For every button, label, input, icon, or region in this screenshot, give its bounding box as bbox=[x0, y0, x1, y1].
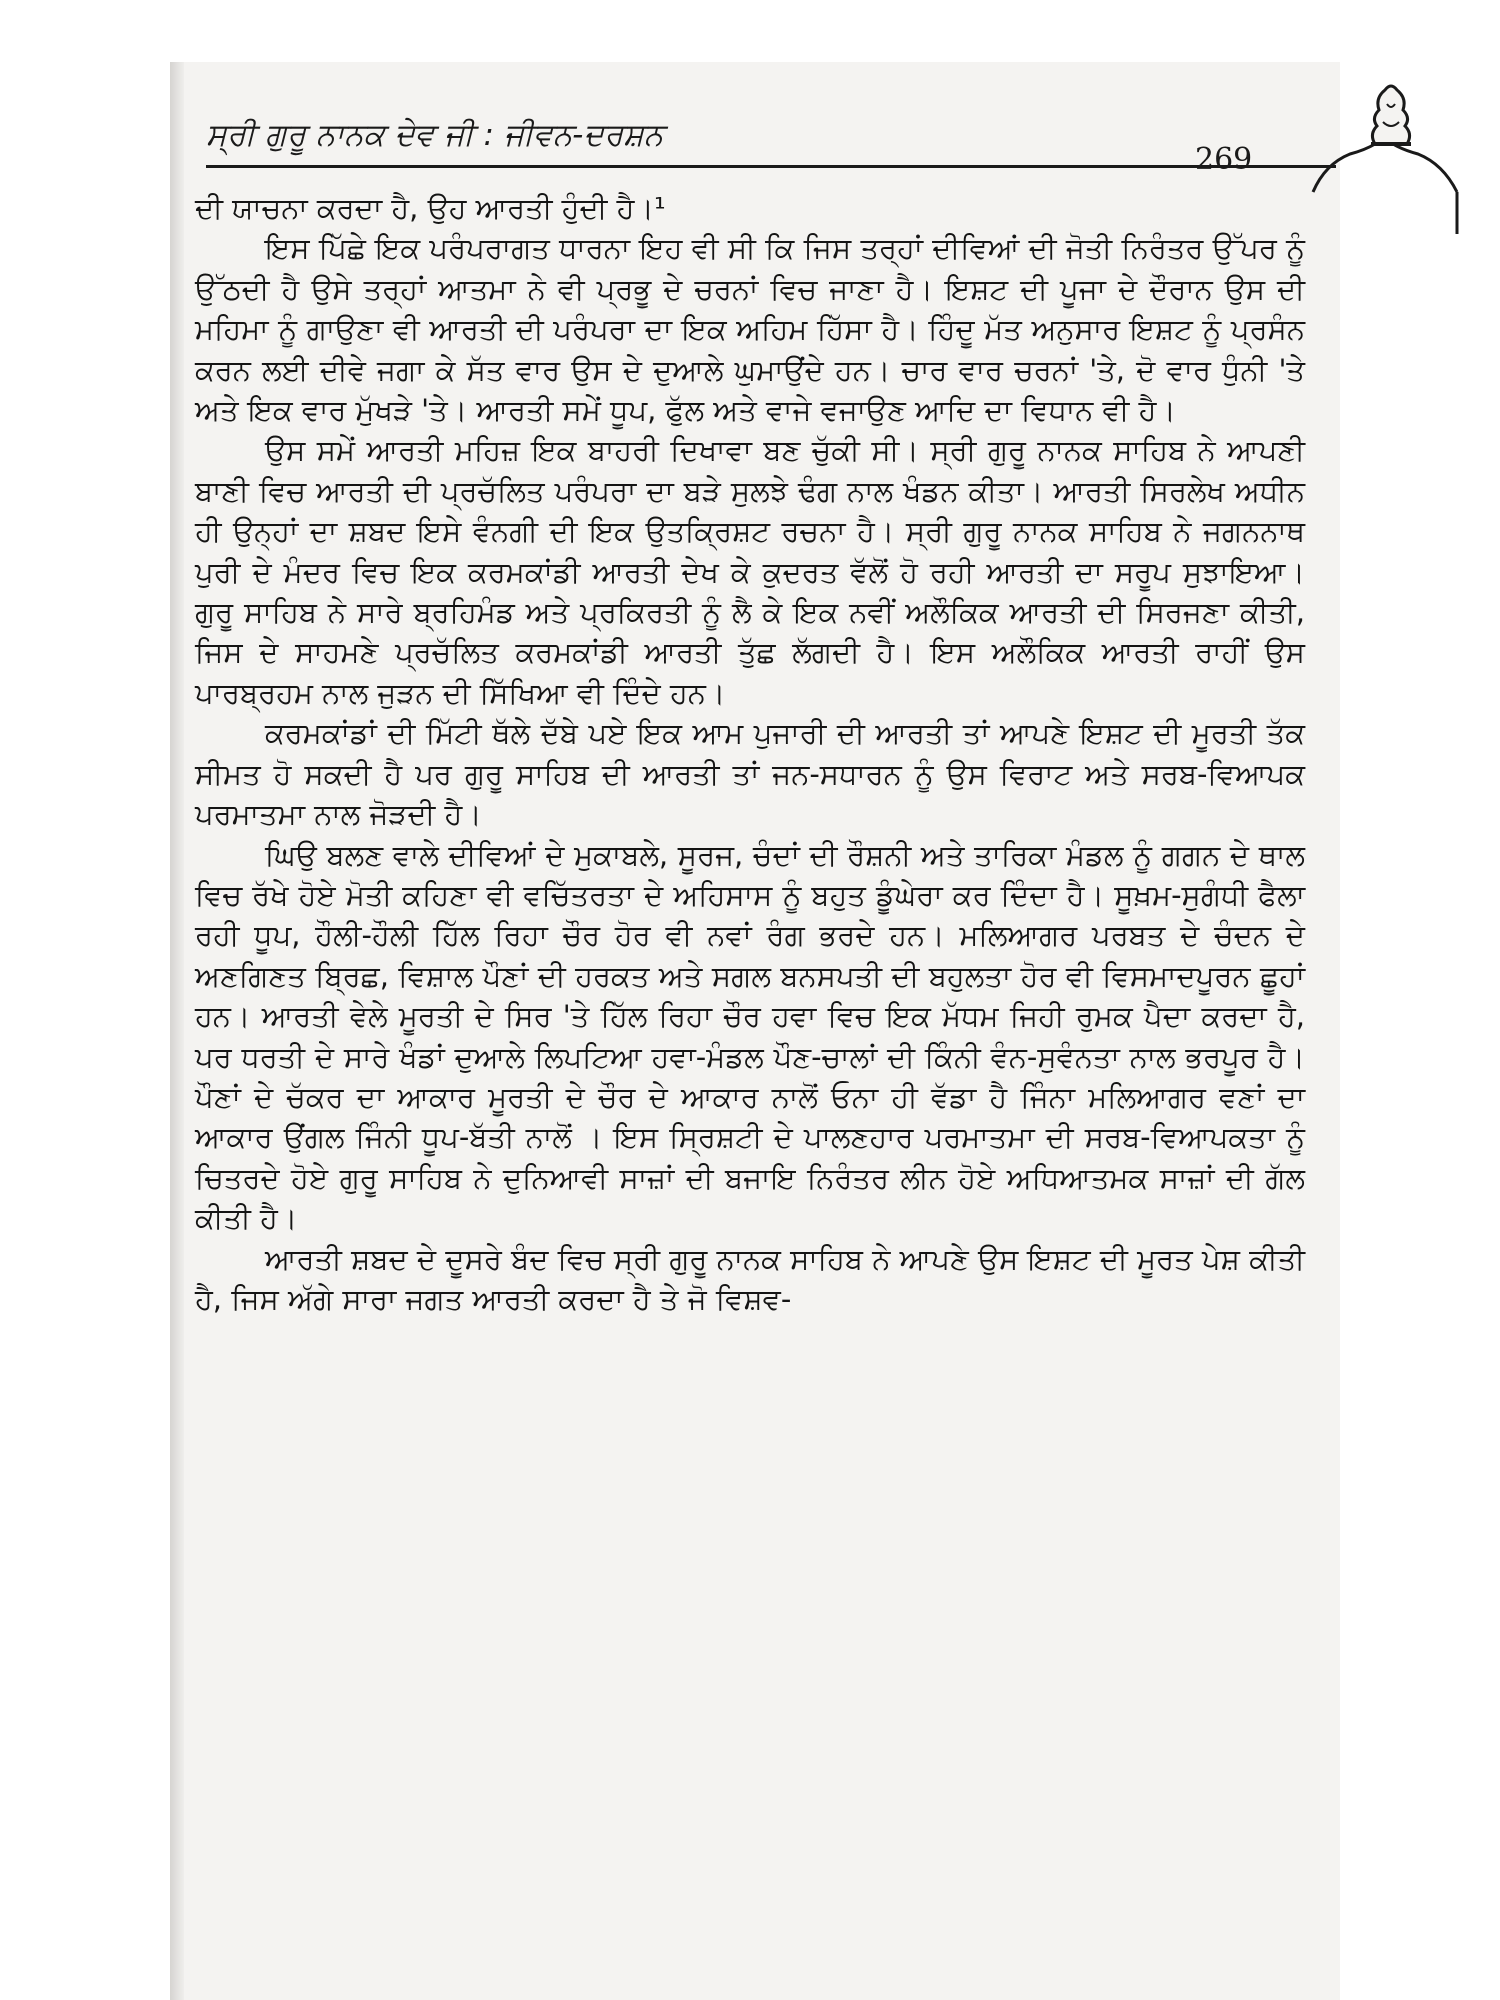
paragraph: ਇਸ ਪਿੱਛੇ ਇਕ ਪਰੰਪਰਾਗਤ ਧਾਰਨਾ ਇਹ ਵੀ ਸੀ ਕਿ ਜਿਸ ਤਰ੍ਹਾਂ ਦੀਵਿਆਂ ਦੀ ਜੋਤੀ ਨਿਰੰਤਰ ਉੱਪਰ ਨੂੰ ਉੱਠਦੀ ਹੈ ਉਸੇ ਤਰ੍ਹਾਂ ਆਤਮਾ ਨੇ ਵੀ ਪ੍ਰਭੂ ਦੇ ਚਰਨਾਂ ਵਿਚ ਜਾਣਾ ਹੈ। ਇਸ਼ਟ ਦੀ ਪੂਜਾ ਦੇ ਦੌਰਾਨ ਉਸ ਦੀ ਮਹਿਮਾ ਨੂੰ ਗਾਉਣਾ ਵੀ ਆਰਤੀ ਦੀ ਪਰੰਪਰਾ ਦਾ ਇਕ ਅਹਿਮ ਹਿੱਸਾ ਹੈ। ਹਿੰਦੂ ਮੱਤ ਅਨੁਸਾਰ ਇਸ਼ਟ ਨੂੰ ਪ੍ਰਸੰਨ ਕਰਨ ਲਈ ਦੀਵੇ ਜਗਾ ਕੇ ਸੱਤ ਵਾਰ ਉਸ ਦੇ ਦੁਆਲੇ ਘੁਮਾਉਂਦੇ ਹਨ। ਚਾਰ ਵਾਰ ਚਰਨਾਂ 'ਤੇ, ਦੋ ਵਾਰ ਧੁੰਨੀ 'ਤੇ ਅਤੇ ਇਕ ਵਾਰ ਮੁੱਖੜੇ 'ਤੇ। ਆਰਤੀ ਸਮੇਂ ਧੂਪ, ਫੁੱਲ ਅਤੇ ਵਾਜੇ ਵਜਾਉਣ ਆਦਿ ਦਾ ਵਿਧਾਨ ਵੀ ਹੈ। bbox=[195, 231, 1305, 428]
paragraph: ਉਸ ਸਮੇਂ ਆਰਤੀ ਮਹਿਜ਼ ਇਕ ਬਾਹਰੀ ਦਿਖਾਵਾ ਬਣ ਚੁੱਕੀ ਸੀ। ਸ੍ਰੀ ਗੁਰੂ ਨਾਨਕ ਸਾਹਿਬ ਨੇ ਆਪਣੀ ਬਾਣੀ ਵਿਚ ਆਰਤੀ ਦੀ ਪ੍ਰਚੱਲਿਤ ਪਰੰਪਰਾ ਦਾ ਬੜੇ ਸੁਲਝੇ ਢੰਗ ਨਾਲ ਖੰਡਨ ਕੀਤਾ। ਆਰਤੀ ਸਿਰਲੇਖ ਅਧੀਨ ਹੀ ਉਨ੍ਹਾਂ ਦਾ ਸ਼ਬਦ ਇਸੇ ਵੰਨਗੀ ਦੀ ਇਕ ਉਤਕ੍ਰਿਸ਼ਟ ਰਚਨਾ ਹੈ। ਸ੍ਰੀ ਗੁਰੂ ਨਾਨਕ ਸਾਹਿਬ ਨੇ ਜਗਨਨਾਥ ਪੁਰੀ ਦੇ ਮੰਦਰ ਵਿਚ ਇਕ ਕਰਮਕਾਂਡੀ ਆਰਤੀ ਦੇਖ ਕੇ ਕੁਦਰਤ ਵੱਲੋਂ ਹੋ ਰਹੀ ਆਰਤੀ ਦਾ ਸਰੂਪ ਸੁਝਾਇਆ। ਗੁਰੂ ਸਾਹਿਬ ਨੇ ਸਾਰੇ ਬ੍ਰਹਿਮੰਡ ਅਤੇ ਪ੍ਰਕਿਰਤੀ ਨੂੰ ਲੈ ਕੇ ਇਕ ਨਵੀਂ ਅਲੌਕਿਕ ਆਰਤੀ ਦੀ ਸਿਰਜਣਾ ਕੀਤੀ, ਜਿਸ ਦੇ ਸਾਹਮਣੇ ਪ੍ਰਚੱਲਿਤ ਕਰਮਕਾਂਡੀ ਆਰਤੀ ਤੁੱਛ ਲੱਗਦੀ ਹੈ। ਇਸ ਅਲੌਕਿਕ ਆਰਤੀ ਰਾਹੀਂ ਉਸ ਪਾਰਬ੍ਰਹਮ ਨਾਲ ਜੁੜਨ ਦੀ ਸਿੱਖਿਆ ਵੀ ਦਿੰਦੇ ਹਨ। bbox=[195, 433, 1305, 710]
paragraph: ਦੀ ਯਾਚਨਾ ਕਰਦਾ ਹੈ, ਉਹ ਆਰਤੀ ਹੁੰਦੀ ਹੈ।¹ bbox=[195, 191, 666, 225]
page-number-ornament bbox=[1305, 74, 1480, 234]
paragraph: ਆਰਤੀ ਸ਼ਬਦ ਦੇ ਦੂਸਰੇ ਬੰਦ ਵਿਚ ਸ੍ਰੀ ਗੁਰੂ ਨਾਨਕ ਸਾਹਿਬ ਨੇ ਆਪਣੇ ਉਸ ਇਸ਼ਟ ਦੀ ਮੂਰਤ ਪੇਸ਼ ਕੀਤੀ ਹੈ, ਜਿਸ ਅੱਗੇ ਸਾਰਾ ਜਗਤ ਆਰਤੀ ਕਰਦਾ ਹੈ ਤੇ ਜੋ ਵਿਸ਼ਵ- bbox=[195, 1241, 1305, 1316]
page-number: 269 bbox=[1195, 142, 1253, 177]
running-header-title: ਸ੍ਰੀ ਗੁਰੂ ਨਾਨਕ ਦੇਵ ਜੀ : ਜੀਵਨ-ਦਰਸ਼ਨ bbox=[206, 117, 664, 153]
paragraph: ਘਿਉ ਬਲਣ ਵਾਲੇ ਦੀਵਿਆਂ ਦੇ ਮੁਕਾਬਲੇ, ਸੂਰਜ, ਚੰਦਾਂ ਦੀ ਰੌਸ਼ਨੀ ਅਤੇ ਤਾਰਿਕਾ ਮੰਡਲ ਨੂੰ ਗਗਨ ਦੇ ਥਾਲ ਵਿਚ ਰੱਖੇ ਹੋਏ ਮੋਤੀ ਕਹਿਣਾ ਵੀ ਵਚਿੱਤਰਤਾ ਦੇ ਅਹਿਸਾਸ ਨੂੰ ਬਹੁਤ ਡੂੰਘੇਰਾ ਕਰ ਦਿੰਦਾ ਹੈ। ਸੂਖ਼ਮ-ਸੁਗੰਧੀ ਫੈਲਾ ਰਹੀ ਧੂਪ, ਹੌਲੀ-ਹੌਲੀ ਹਿੱਲ ਰਿਹਾ ਚੌਰ ਹੋਰ ਵੀ ਨਵਾਂ ਰੰਗ ਭਰਦੇ ਹਨ। ਮਲਿਆਗਰ ਪਰਬਤ ਦੇ ਚੰਦਨ ਦੇ ਅਣਗਿਣਤ ਬ੍ਰਿਛ, ਵਿਸ਼ਾਲ ਪੌਣਾਂ ਦੀ ਹਰਕਤ ਅਤੇ ਸਗਲ ਬਨਸਪਤੀ ਦੀ ਬਹੁਲਤਾ ਹੋਰ ਵੀ ਵਿਸਮਾਦਪੂਰਨ ਛੂਹਾਂ ਹਨ। ਆਰਤੀ ਵੇਲੇ ਮੂਰਤੀ ਦੇ ਸਿਰ 'ਤੇ ਹਿੱਲ ਰਿਹਾ ਚੌਰ ਹਵਾ ਵਿਚ ਇਕ ਮੱਧਮ ਜਿਹੀ ਰੁਮਕ ਪੈਦਾ ਕਰਦਾ ਹੈ, ਪਰ ਧਰਤੀ ਦੇ ਸਾਰੇ ਖੰਡਾਂ ਦੁਆਲੇ ਲਿਪਟਿਆ ਹਵਾ-ਮੰਡਲ ਪੌਣ-ਚਾਲਾਂ ਦੀ ਕਿੰਨੀ ਵੰਨ-ਸੁਵੰਨਤਾ ਨਾਲ ਭਰਪੂਰ ਹੈ। ਪੌਣਾਂ ਦੇ ਚੱਕਰ ਦਾ ਆਕਾਰ ਮੂਰਤੀ ਦੇ ਚੌਰ ਦੇ ਆਕਾਰ ਨਾਲੋਂ ਓਨਾ ਹੀ ਵੱਡਾ ਹੈ ਜਿੰਨਾ ਮਲਿਆਗਰ ਵਣਾਂ ਦਾ ਆਕਾਰ ਉਂਗਲ ਜਿੰਨੀ ਧੂਪ-ਬੱਤੀ ਨਾਲੋਂ । ਇਸ ਸ੍ਰਿਸ਼ਟੀ ਦੇ ਪਾਲਣਹਾਰ ਪਰਮਾਤਮਾ ਦੀ ਸਰਬ-ਵਿਆਪਕਤਾ ਨੂੰ ਚਿਤਰਦੇ ਹੋਏ ਗੁਰੂ ਸਾਹਿਬ ਨੇ ਦੁਨਿਆਵੀ ਸਾਜ਼ਾਂ ਦੀ ਬਜਾਇ ਨਿਰੰਤਰ ਲੀਨ ਹੋਏ ਅਧਿਆਤਮਕ ਸਾਜ਼ਾਂ ਦੀ ਗੱਲ ਕੀਤੀ ਹੈ। bbox=[195, 837, 1305, 1236]
body-text bbox=[195, 188, 1305, 1319]
header-rule bbox=[206, 165, 1336, 168]
page-binding-edge bbox=[170, 62, 184, 2000]
paragraph: ਕਰਮਕਾਂਡਾਂ ਦੀ ਮਿੱਟੀ ਥੱਲੇ ਦੱਬੇ ਪਏ ਇਕ ਆਮ ਪੁਜਾਰੀ ਦੀ ਆਰਤੀ ਤਾਂ ਆਪਣੇ ਇਸ਼ਟ ਦੀ ਮੂਰਤੀ ਤੱਕ ਸੀਮਤ ਹੋ ਸਕਦੀ ਹੈ ਪਰ ਗੁਰੂ ਸਾਹਿਬ ਦੀ ਆਰਤੀ ਤਾਂ ਜਨ-ਸਧਾਰਨ ਨੂੰ ਉਸ ਵਿਰਾਟ ਅਤੇ ਸਰਬ-ਵਿਆਪਕ ਪਰਮਾਤਮਾ ਨਾਲ ਜੋੜਦੀ ਹੈ। bbox=[195, 716, 1305, 832]
